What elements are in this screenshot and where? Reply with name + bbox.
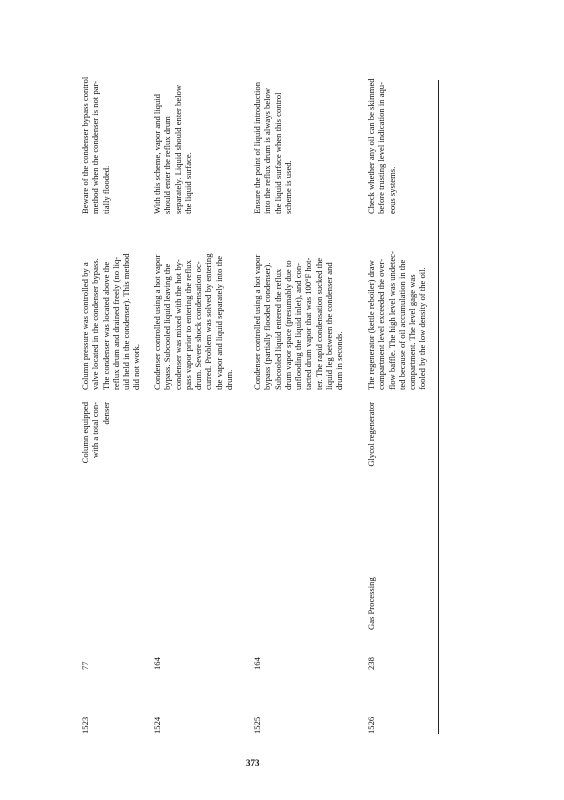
- rotated-table: [76, 76, 454, 734]
- equipment-cell: Column equipped with a total con- denser: [80, 402, 111, 464]
- lesson-cell: Check whether any oil can be skimmed before trusting level indication in aqu- eous systems.: [366, 78, 397, 214]
- page-number: 373: [246, 758, 260, 768]
- description-cell: Condenser controlled using a hot vapor bypass (partially flooded condenser). Subcooled liquid entered the reflux drum vapor space (presumably due to unflooding the liquid inlet), and con- tacted drum vapor that was 100°F hot- ter. The rapid condensation sucked the liquid leg between the condenser and drum in seconds.: [252, 254, 345, 390]
- case-number: 1523: [80, 716, 90, 734]
- case-number: 1524: [152, 716, 162, 734]
- lesson-cell: Beware of the condenser bypass control method when the condenser is not par- tially flooded.: [80, 76, 111, 214]
- plant-number: 164: [152, 657, 162, 670]
- description-cell: Column pressure was controlled by a valve located in the condenser bypass. The condenser was located above the reflux drum and drained freely (no liq- uid held in the condenser). This method did not work.: [80, 253, 142, 390]
- plant-number: 77: [80, 661, 90, 670]
- description-cell: Condenser controlled using a hot vapor bypass. Subcooled liquid leaving the condenser was mixed with the hot by- pass vapor prior to entering the reflux drum. Severe shock condensation oc- curred. Problem was solved by entering the vapor and liquid separately into the drum.: [152, 253, 235, 390]
- plant-number: 238: [366, 657, 376, 670]
- plant-type: Gas Processing: [366, 577, 376, 630]
- table-bottom-rule: [438, 80, 439, 734]
- lesson-cell: Ensure the point of liquid introduction into the reflux drum is always below the liquid surface when this control scheme is used.: [252, 82, 293, 214]
- description-cell: The regenerator (kettle reboiler) draw compartment level exceeded the over- flow baffle. The high level was undetec- ted because of oil accumulation in the compartment. The level gage was fooled by the low density of the oil.: [366, 251, 428, 390]
- equipment-cell: Glycol regenerator: [366, 402, 376, 467]
- lesson-cell: With this scheme, vapor and liquid should enter the reflux drum separately. Liquid should enter below the liquid surface.: [152, 84, 193, 214]
- case-number: 1525: [252, 716, 262, 734]
- plant-number: 164: [252, 657, 262, 670]
- case-number: 1526: [366, 716, 376, 734]
